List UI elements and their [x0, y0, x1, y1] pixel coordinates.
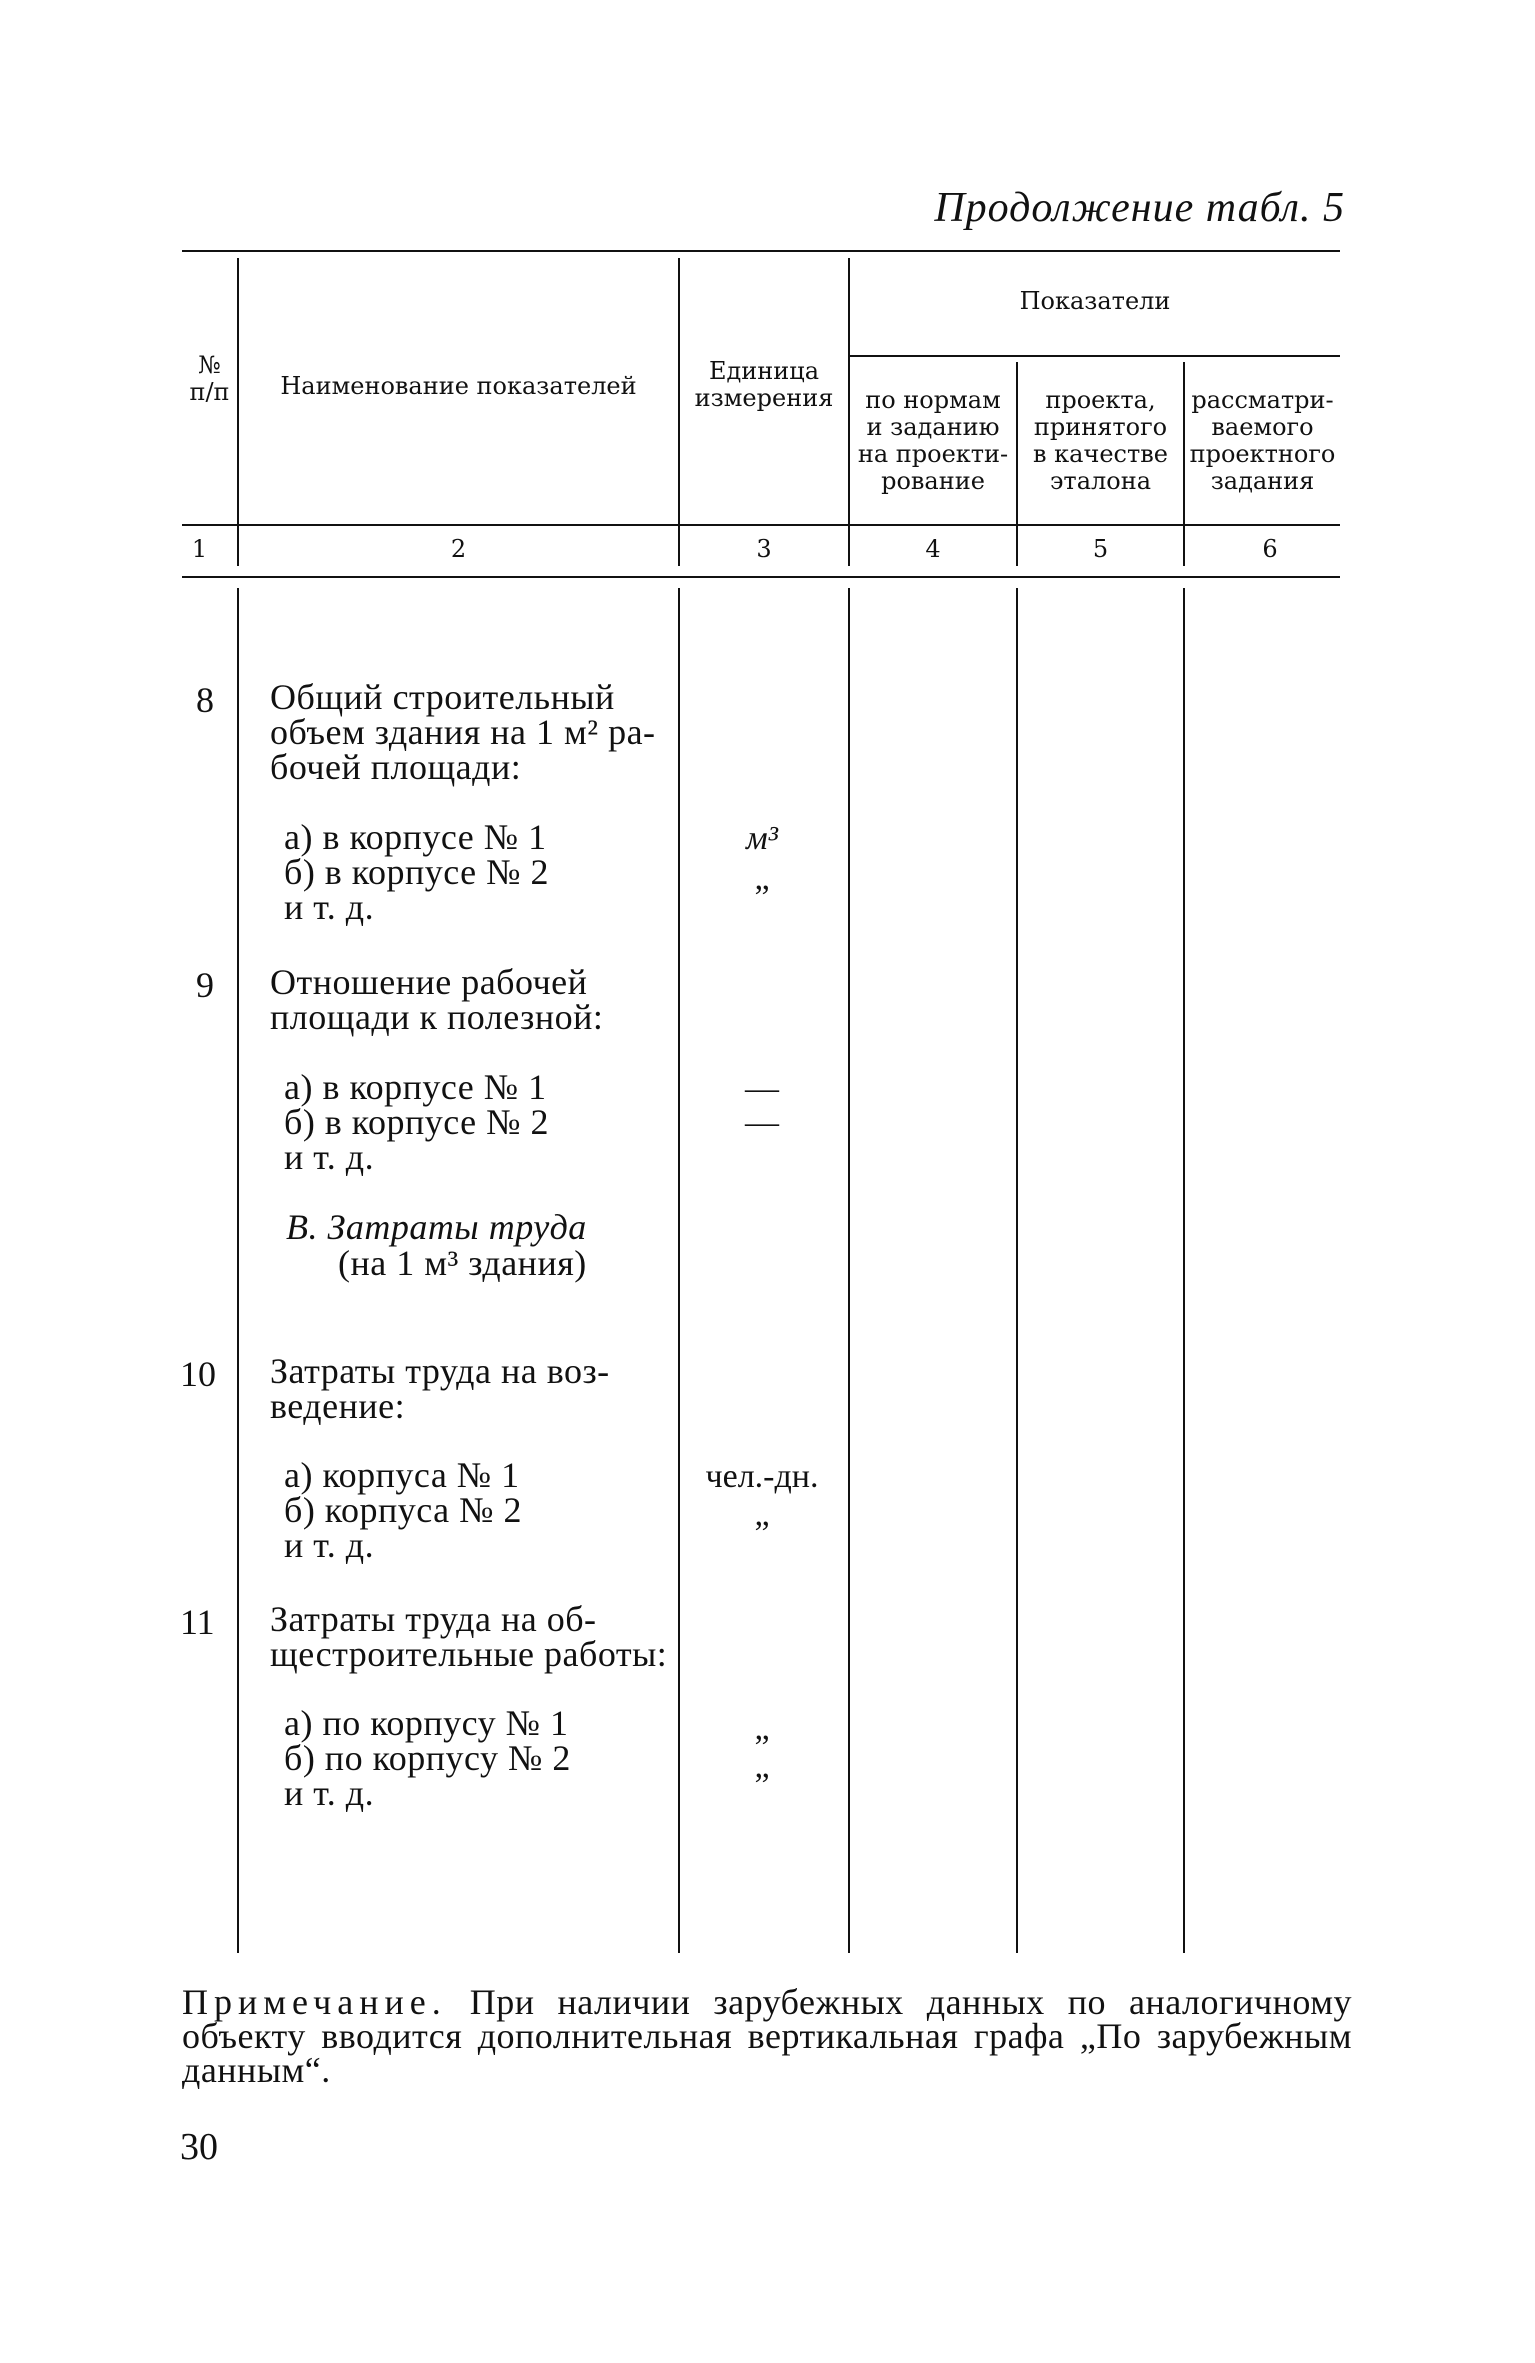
row-10-unit-a: чел.-дн.: [705, 1458, 819, 1495]
footnote-text: При наличии зарубежных данных по аналогичному объекту вводится дополнительная вертикальная графа „По зарубежным данным“.: [182, 1982, 1352, 2090]
table-top-rule: [182, 250, 1340, 252]
column-number-3: 3: [756, 535, 772, 563]
section-v-title: В. Затраты труда: [286, 1207, 587, 1247]
row-8-number: 8: [196, 680, 214, 720]
row-9-unit-a: —: [745, 1070, 779, 1107]
body-divider-2: [678, 588, 680, 1953]
row-8-unit-b: „: [754, 860, 770, 897]
header-num: № п/п: [189, 351, 230, 406]
row-8-unit-a: м³: [746, 820, 778, 857]
body-divider-1: [237, 588, 239, 1953]
row-10-title: Затраты труда на воз- ведение:: [270, 1351, 610, 1426]
colnum-bottom-rule: [182, 576, 1340, 578]
col-divider-1: [237, 258, 239, 566]
header-col4: по нормам и заданию на проекти- рование: [857, 386, 1009, 495]
table-continuation-title: Продолжение табл. 5: [934, 185, 1345, 231]
section-v-subtitle: (на 1 м³ здания): [338, 1243, 587, 1283]
column-number-2: 2: [450, 535, 467, 563]
row-11-unit-a: „: [754, 1710, 770, 1747]
footnote: [182, 1982, 1352, 2090]
header-unit: Единица измерения: [694, 357, 834, 412]
row-9-title: Отношение рабочей площади к полезной:: [270, 962, 604, 1037]
body-divider-4: [1016, 588, 1018, 1953]
row-8-items: а) в корпусе № 1 б) в корпусе № 2 и т. д.: [284, 817, 549, 927]
column-number-6: 6: [1262, 535, 1278, 563]
body-divider-5: [1183, 588, 1185, 1953]
header-group: Показатели: [1019, 287, 1171, 315]
row-8-title: Общий строительный объем здания на 1 м² ра- бочей площади:: [270, 677, 656, 787]
header-col6: рассматри- ваемого проектного задания: [1189, 386, 1336, 495]
row-9-number: 9: [196, 965, 214, 1005]
page-number: 30: [180, 2126, 218, 2168]
col-divider-2: [678, 258, 680, 566]
header-name: Наименование показателей: [280, 372, 637, 400]
row-11-unit-b: „: [754, 1748, 770, 1785]
row-11-number: 11: [180, 1602, 215, 1642]
column-number-5: 5: [1092, 535, 1109, 563]
header-col5: проекта, принятого в качестве эталона: [1033, 386, 1168, 495]
row-9-unit-b: —: [745, 1104, 779, 1141]
row-9-items: а) в корпусе № 1 б) в корпусе № 2 и т. д.: [284, 1067, 549, 1177]
row-11-title: Затраты труда на об- щестроительные работы:: [270, 1599, 668, 1674]
row-10-items: а) корпуса № 1 б) корпуса № 2 и т. д.: [284, 1455, 522, 1565]
header-bottom-rule: [182, 524, 1340, 526]
row-10-number: 10: [180, 1354, 216, 1394]
row-11-items: а) по корпусу № 1 б) по корпусу № 2 и т. д.: [284, 1703, 571, 1813]
column-number-4: 4: [925, 535, 941, 563]
row-10-unit-b: „: [754, 1496, 770, 1533]
footnote-label: Примечание.: [182, 1982, 447, 2022]
group-header-rule: [850, 355, 1340, 357]
body-divider-3: [848, 588, 850, 1953]
column-number-1: 1: [191, 535, 208, 563]
